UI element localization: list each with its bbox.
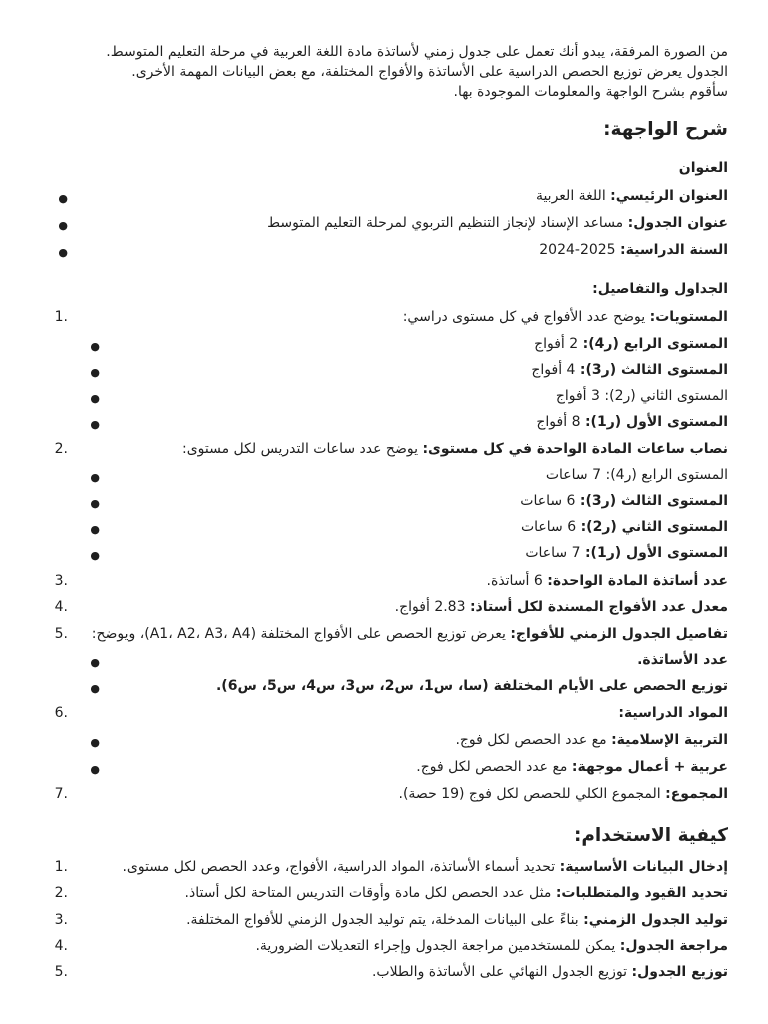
levels-item: المستويات: يوضح عدد الأفواج في كل مستوى دراسي: [402,309,728,325]
subject-arabic: عربية + أعمال موجهة: مع عدد الحصص لكل فوج. [416,759,728,775]
intro-line-3: سأقوم بشرح الواجهة والمعلومات الموجودة بها. [453,84,728,100]
schedule-days: توزيع الحصص على الأيام المختلفة (سا، س1، س2، س3، س4، س5، س6). [215,678,728,694]
bullet-icon: ● [90,497,100,510]
bullet-icon: ● [90,392,100,405]
title-heading: العنوان [678,160,728,176]
tables-heading: الجداول والتفاصيل: [592,281,728,297]
title-item-table: عنوان الجدول: مساعد الإسناد لإنجاز التنظيم التربوي لمرحلة التعليم المتوسط [267,215,728,231]
list-number: 1. [54,309,68,325]
bullet-icon: ● [90,682,100,695]
bullet-icon: ● [58,192,68,205]
title-item-year: السنة الدراسية: 2025-2024 [539,242,728,258]
hours-level-1: المستوى الأول (ر1): 7 ساعات [525,545,728,561]
schedule-teachers: عدد الأساتذة. [637,652,728,668]
subject-islamic: التربية الإسلامية: مع عدد الحصص لكل فوج. [455,732,728,748]
intro-line-1: من الصورة المرفقة، يبدو أنك تعمل على جدول زمني لأساتذة مادة اللغة العربية في مرحلة التعليم المتوسط. [106,44,728,60]
list-number: 1. [54,859,68,875]
list-number: 2. [54,441,68,457]
list-number: 5. [54,964,68,980]
level-3: المستوى الثالث (ر3): 4 أفواج [531,362,728,378]
hours-level-4: المستوى الرابع (ر4): 7 ساعات [545,467,728,483]
average-item: معدل عدد الأفواج المسندة لكل أستاذ: 2.83 أفواج. [394,599,728,615]
bullet-icon: ● [90,366,100,379]
list-number: 4. [54,599,68,615]
section-heading-usage: كيفية الاستخدام: [573,825,728,846]
section-heading-interface: شرح الواجهة: [603,119,728,140]
list-number: 7. [54,786,68,802]
hours-level-3: المستوى الثالث (ر3): 6 ساعات [520,493,728,509]
hours-item: نصاب ساعات المادة الواحدة في كل مستوى: يوضح عدد ساعات التدريس لكل مستوى: [181,441,728,457]
subjects-item: المواد الدراسية: [618,705,728,721]
bullet-icon: ● [90,340,100,353]
total-item: المجموع: المجموع الكلي للحصص لكل فوج (19 حصة). [398,786,728,802]
title-item-main: العنوان الرئيسي: اللغة العربية [535,188,728,204]
list-number: 4. [54,938,68,954]
bullet-icon: ● [58,246,68,259]
list-number: 3. [54,573,68,589]
bullet-icon: ● [90,549,100,562]
hours-level-2: المستوى الثاني (ر2): 6 ساعات [520,519,728,535]
level-1: المستوى الأول (ر1): 8 أفواج [536,414,728,430]
usage-step-constraints: تحديد القيود والمتطلبات: مثل عدد الحصص لكل مادة وأوقات التدريس المتاحة لكل أستاذ. [184,885,728,901]
level-2: المستوى الثاني (ر2): 3 أفواج [555,388,728,404]
list-number: 6. [54,705,68,721]
list-number: 2. [54,885,68,901]
bullet-icon: ● [90,523,100,536]
usage-step-input: إدخال البيانات الأساسية: تحديد أسماء الأساتذة، المواد الدراسية، الأفواج، وعدد الحصص لكل مستوى. [122,859,728,875]
bullet-icon: ● [90,736,100,749]
bullet-icon: ● [90,471,100,484]
bullet-icon: ● [90,656,100,669]
intro-line-2: الجدول يعرض توزيع الحصص الدراسية على الأساتذة والأفواج المختلفة، مع بعض البيانات المهمة الأخرى. [131,64,728,80]
usage-step-review: مراجعة الجدول: يمكن للمستخدمين مراجعة الجدول وإجراء التعديلات الضرورية. [255,938,728,954]
usage-step-generate: توليد الجدول الزمني: بناءً على البيانات المدخلة، يتم توليد الجدول الزمني للأفواج المختلفة. [186,912,728,928]
level-4: المستوى الرابع (ر4): 2 أفواج [534,336,728,352]
list-number: 5. [54,626,68,642]
schedule-item: تفاصيل الجدول الزمني للأفواج: يعرض توزيع الحصص على الأفواج المختلفة (A1، A2، A3، A4)، ويوضح: [91,626,728,642]
list-number: 3. [54,912,68,928]
bullet-icon: ● [90,763,100,776]
teachers-item: عدد أساتذة المادة الواحدة: 6 أساتذة. [486,573,728,589]
bullet-icon: ● [90,418,100,431]
bullet-icon: ● [58,219,68,232]
usage-step-distribute: توزيع الجدول: توزيع الجدول النهائي على الأساتذة والطلاب. [371,964,728,980]
